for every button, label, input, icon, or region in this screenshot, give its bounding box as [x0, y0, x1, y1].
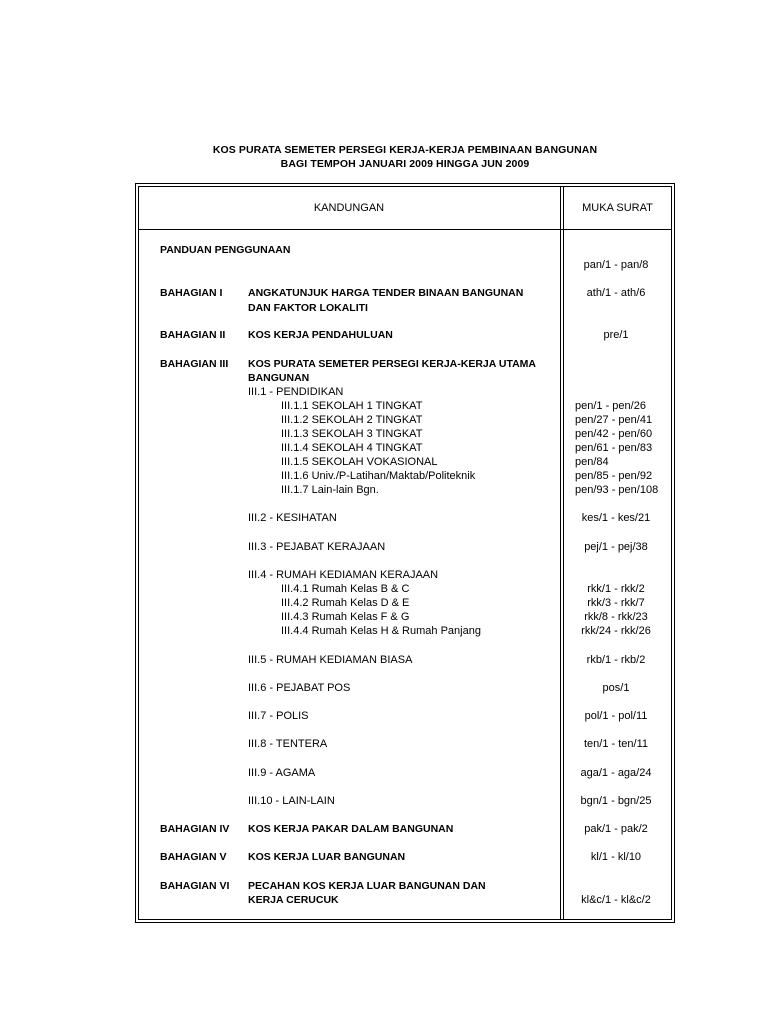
document-title-line1: KOS PURATA SEMETER PERSEGI KERJA-KERJA PEMBINAAN BANGUNAN	[212, 144, 598, 156]
bahagian-1-title-line1: ANGKATUNJUK HARGA TENDER BINAAN BANGUNAN	[248, 287, 524, 299]
bahagian-5-label: BAHAGIAN V	[160, 851, 227, 863]
iii5-page: rkb/1 - rkb/2	[586, 654, 646, 666]
bahagian-6-title-line1: PECAHAN KOS KERJA LUAR BANGUNAN DAN	[248, 880, 486, 892]
bahagian-4-label: BAHAGIAN IV	[160, 823, 230, 835]
iii4-item-label: III.4.1 Rumah Kelas B & C	[281, 583, 410, 595]
panduan-title: PANDUAN PENGGUNAAN	[160, 244, 291, 256]
iii3-label: III.3 - PEJABAT KERAJAAN	[248, 541, 386, 553]
iii4-item-label: III.4.2 Rumah Kelas D & E	[281, 597, 410, 609]
bahagian-6-page: kl&c/1 - kl&c/2	[581, 894, 651, 906]
iii6-page: pos/1	[602, 682, 630, 694]
bahagian-5-page: kl/1 - kl/10	[590, 851, 642, 863]
bahagian-1-label: BAHAGIAN I	[160, 287, 223, 299]
iii1-item-page: pen/42 - pen/60	[575, 428, 653, 440]
iii1-item-page: pen/27 - pen/41	[575, 414, 653, 426]
iii8-page: ten/1 - ten/11	[583, 738, 648, 750]
iii2-page: kes/1 - kes/21	[581, 512, 651, 524]
iii1-item-label: III.1.2 SEKOLAH 2 TINGKAT	[281, 414, 423, 426]
iii1-item-label: III.1.4 SEKOLAH 4 TINGKAT	[281, 442, 423, 454]
bahagian-5-title: KOS KERJA LUAR BANGUNAN	[248, 851, 406, 863]
header-divider	[138, 229, 671, 230]
bahagian-2-label: BAHAGIAN II	[160, 329, 226, 341]
iii2-label: III.2 - KESIHATAN	[248, 512, 337, 524]
iii6-label: III.6 - PEJABAT POS	[248, 682, 351, 694]
bahagian-4-page: pak/1 - pak/2	[584, 823, 648, 835]
column-header-content: KANDUNGAN	[313, 202, 385, 214]
iii4-item-page: rkk/24 - rkk/26	[581, 625, 651, 637]
iii4-item-label: III.4.4 Rumah Kelas H & Rumah Panjang	[281, 625, 481, 637]
bahagian-6-title-line2: KERJA CERUCUK	[248, 894, 339, 906]
document-title-line2: BAGI TEMPOH JANUARI 2009 HINGGA JUN 2009	[280, 158, 530, 170]
iii1-item-label: III.1.5 SEKOLAH VOKASIONAL	[281, 456, 438, 468]
iii1-item-label: III.1.7 Lain-lain Bgn.	[281, 484, 379, 496]
bahagian-3-label: BAHAGIAN III	[160, 358, 229, 370]
iii5-label: III.5 - RUMAH KEDIAMAN BIASA	[248, 654, 413, 666]
iii4-item-page: rkk/1 - rkk/2	[587, 583, 645, 595]
bahagian-4-title: KOS KERJA PAKAR DALAM BANGUNAN	[248, 823, 454, 835]
iii3-page: pej/1 - pej/38	[584, 541, 648, 553]
iii1-heading: III.1 - PENDIDIKAN	[248, 386, 344, 398]
iii4-item-page: rkk/3 - rkk/7	[587, 597, 645, 609]
iii1-item-page: pen/84	[575, 456, 609, 468]
iii7-page: pol/1 - pol/11	[584, 710, 648, 722]
bahagian-2-title: KOS KERJA PENDAHULUAN	[248, 329, 393, 341]
iii10-label: III.10 - LAIN-LAIN	[248, 795, 335, 807]
iii4-item-label: III.4.3 Rumah Kelas F & G	[281, 611, 410, 623]
iii8-label: III.8 - TENTERA	[248, 738, 328, 750]
bahagian-1-title-line2: DAN FAKTOR LOKALITI	[248, 302, 368, 314]
bahagian-3-title-line1: KOS PURATA SEMETER PERSEGI KERJA-KERJA UTAMA	[248, 358, 536, 370]
column-header-page: MUKA SURAT	[582, 202, 653, 214]
iii4-item-page: rkk/8 - rkk/23	[584, 611, 648, 623]
iii4-heading: III.4 - RUMAH KEDIAMAN KERAJAAN	[248, 569, 439, 581]
bahagian-3-title-line2: BANGUNAN	[248, 372, 310, 384]
bahagian-1-page: ath/1 - ath/6	[586, 287, 646, 299]
iii9-page: aga/1 - aga/24	[580, 767, 652, 779]
iii1-item-label: III.1.1 SEKOLAH 1 TINGKAT	[281, 400, 423, 412]
bahagian-6-label: BAHAGIAN VI	[160, 880, 230, 892]
iii1-item-label: III.1.6 Univ./P-Latihan/Maktab/Politeknik	[281, 470, 476, 482]
iii1-item-label: III.1.3 SEKOLAH 3 TINGKAT	[281, 428, 423, 440]
iii7-label: III.7 - POLIS	[248, 710, 309, 722]
iii9-label: III.9 - AGAMA	[248, 767, 316, 779]
iii1-item-page: pen/93 - pen/108	[575, 484, 659, 496]
iii1-item-page: pen/1 - pen/26	[575, 400, 646, 412]
iii1-item-page: pen/61 - pen/83	[575, 442, 653, 454]
iii1-item-page: pen/85 - pen/92	[575, 470, 653, 482]
bahagian-2-page: pre/1	[603, 329, 629, 341]
iii10-page: bgn/1 - bgn/25	[580, 795, 652, 807]
panduan-page: pan/1 - pan/8	[583, 259, 649, 271]
